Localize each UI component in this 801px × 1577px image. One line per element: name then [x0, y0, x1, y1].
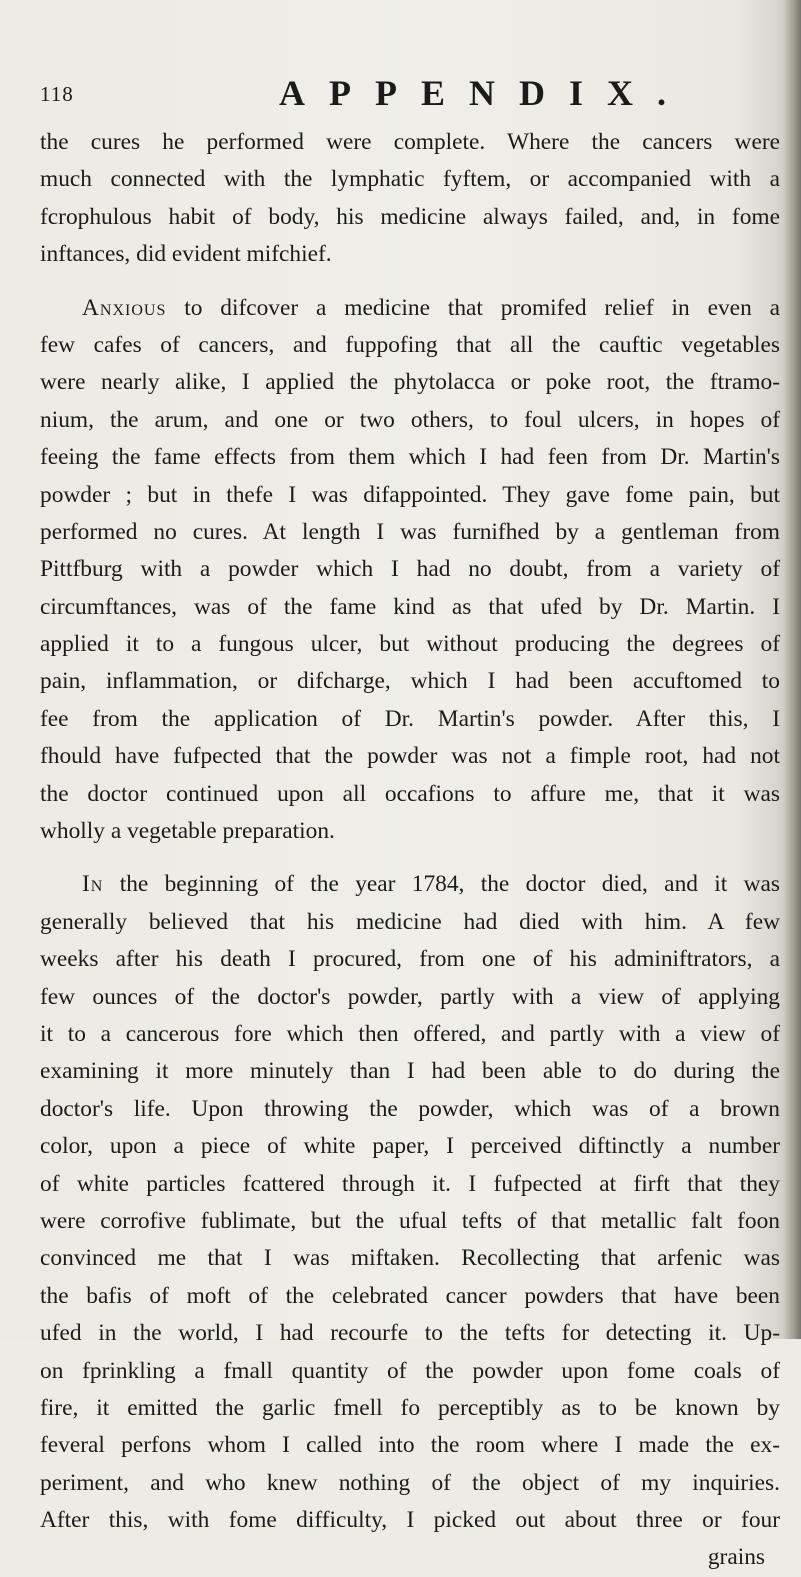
- text-line-rest: to difcover a medicine that promifed relief in even a: [166, 294, 780, 321]
- text-line: few cafes of cancers, and fuppofing that all the cauftic vegetables: [40, 331, 780, 358]
- text-line: much connected with the lymphatic fyftem, or accompanied with a: [40, 166, 780, 193]
- text-line: it to a cancerous fore which then offered, and partly with a view of: [40, 1020, 780, 1047]
- text-line-first: [40, 866, 780, 903]
- text-line: powder ; but in thefe I was difappointed. They gave fome pain, but: [40, 481, 780, 508]
- text-line: performed no cures. At length I was furnifhed by a gentleman from: [40, 518, 780, 545]
- text-line: Pittfburg with a powder which I had no doubt, from a variety of: [40, 556, 780, 583]
- text-line: color, upon a piece of white paper, I perceived diftinctly a number: [40, 1133, 780, 1160]
- text-line: fcrophulous habit of body, his medicine always failed, and, in fome: [40, 203, 780, 230]
- paragraph-lead-word: Anxious: [82, 294, 167, 321]
- text-line: applied it to a fungous ulcer, but without producing the degrees of: [40, 631, 780, 658]
- text-line-rest: the beginning of the year 1784, the doctor died, and it was: [103, 871, 780, 898]
- text-line: fee from the application of Dr. Martin's powder. After this, I: [40, 705, 780, 732]
- page-number: 118: [40, 82, 74, 106]
- text-line: were nearly alike, I applied the phytolacca or poke root, the ftramo-: [40, 369, 780, 396]
- text-line: ufed in the world, I had recourfe to the tefts for detecting it. Up-: [40, 1320, 780, 1347]
- text-line: feeing the fame effects from them which I had feen from Dr. Martin's: [40, 444, 780, 471]
- text-line: doctor's life. Upon throwing the powder, which was of a brown: [40, 1095, 780, 1122]
- paragraph-lead-word: In: [82, 871, 104, 898]
- text-line: inftances, did evident mifchief.: [40, 241, 332, 268]
- text-line: wholly a vegetable preparation.: [40, 818, 335, 845]
- text-line: After this, with fome difficulty, I picked out about three or four: [40, 1507, 780, 1534]
- text-line: the cures he performed were complete. Where the cancers were: [40, 129, 780, 155]
- page-header: [40, 72, 740, 112]
- text-line: of white particles fcattered through it. I fufpected at firft that they: [40, 1170, 780, 1197]
- text-line: nium, the arum, and one or two others, to foul ulcers, in hopes of: [40, 406, 780, 433]
- catchword: grains: [707, 1544, 765, 1571]
- paragraph-1: [40, 124, 780, 274]
- text-line: were corrofive fublimate, but the ufual tefts of that metallic falt foon: [40, 1207, 780, 1234]
- text-line: fire, it emitted the garlic fmell fo perceptibly as to be known by: [40, 1394, 780, 1421]
- paragraph-gap: [40, 274, 780, 290]
- text-line: fhould have fufpected that the powder was not a fimple root, had not: [40, 743, 780, 770]
- paragraph-gap: [40, 850, 780, 866]
- text-line: pain, inflammation, or difcharge, which I had been accuftomed to: [40, 668, 780, 695]
- page-edge-shadow: [783, 0, 801, 1339]
- text-line: the doctor continued upon all occafions to affure me, that it was: [40, 780, 780, 807]
- text-line: on fprinkling a fmall quantity of the powder upon fome coals of: [40, 1357, 780, 1384]
- text-line: generally believed that his medicine had died with him. A few: [40, 908, 780, 935]
- text-line-first: [40, 290, 780, 327]
- paragraph-3: [40, 866, 780, 1539]
- running-head: APPENDIX.: [279, 73, 690, 113]
- paragraph-2: [40, 290, 780, 851]
- text-line: the bafis of moft of the celebrated cancer powders that have been: [40, 1282, 780, 1309]
- text-line: weeks after his death I procured, from one of his adminiftrators, a: [40, 946, 780, 973]
- text-line: feveral perfons whom I called into the room where I made the ex-: [40, 1432, 780, 1459]
- body-text: [40, 124, 780, 1577]
- text-line: convinced me that I was miftaken. Recollecting that arfenic was: [40, 1245, 780, 1272]
- text-line: periment, and who knew nothing of the object of my inquiries.: [40, 1469, 780, 1496]
- text-line: few ounces of the doctor's powder, partly with a view of applying: [40, 983, 780, 1010]
- text-line: examining it more minutely than I had been able to do during the: [40, 1058, 780, 1085]
- text-line: circumftances, was of the fame kind as that ufed by Dr. Martin. I: [40, 593, 780, 620]
